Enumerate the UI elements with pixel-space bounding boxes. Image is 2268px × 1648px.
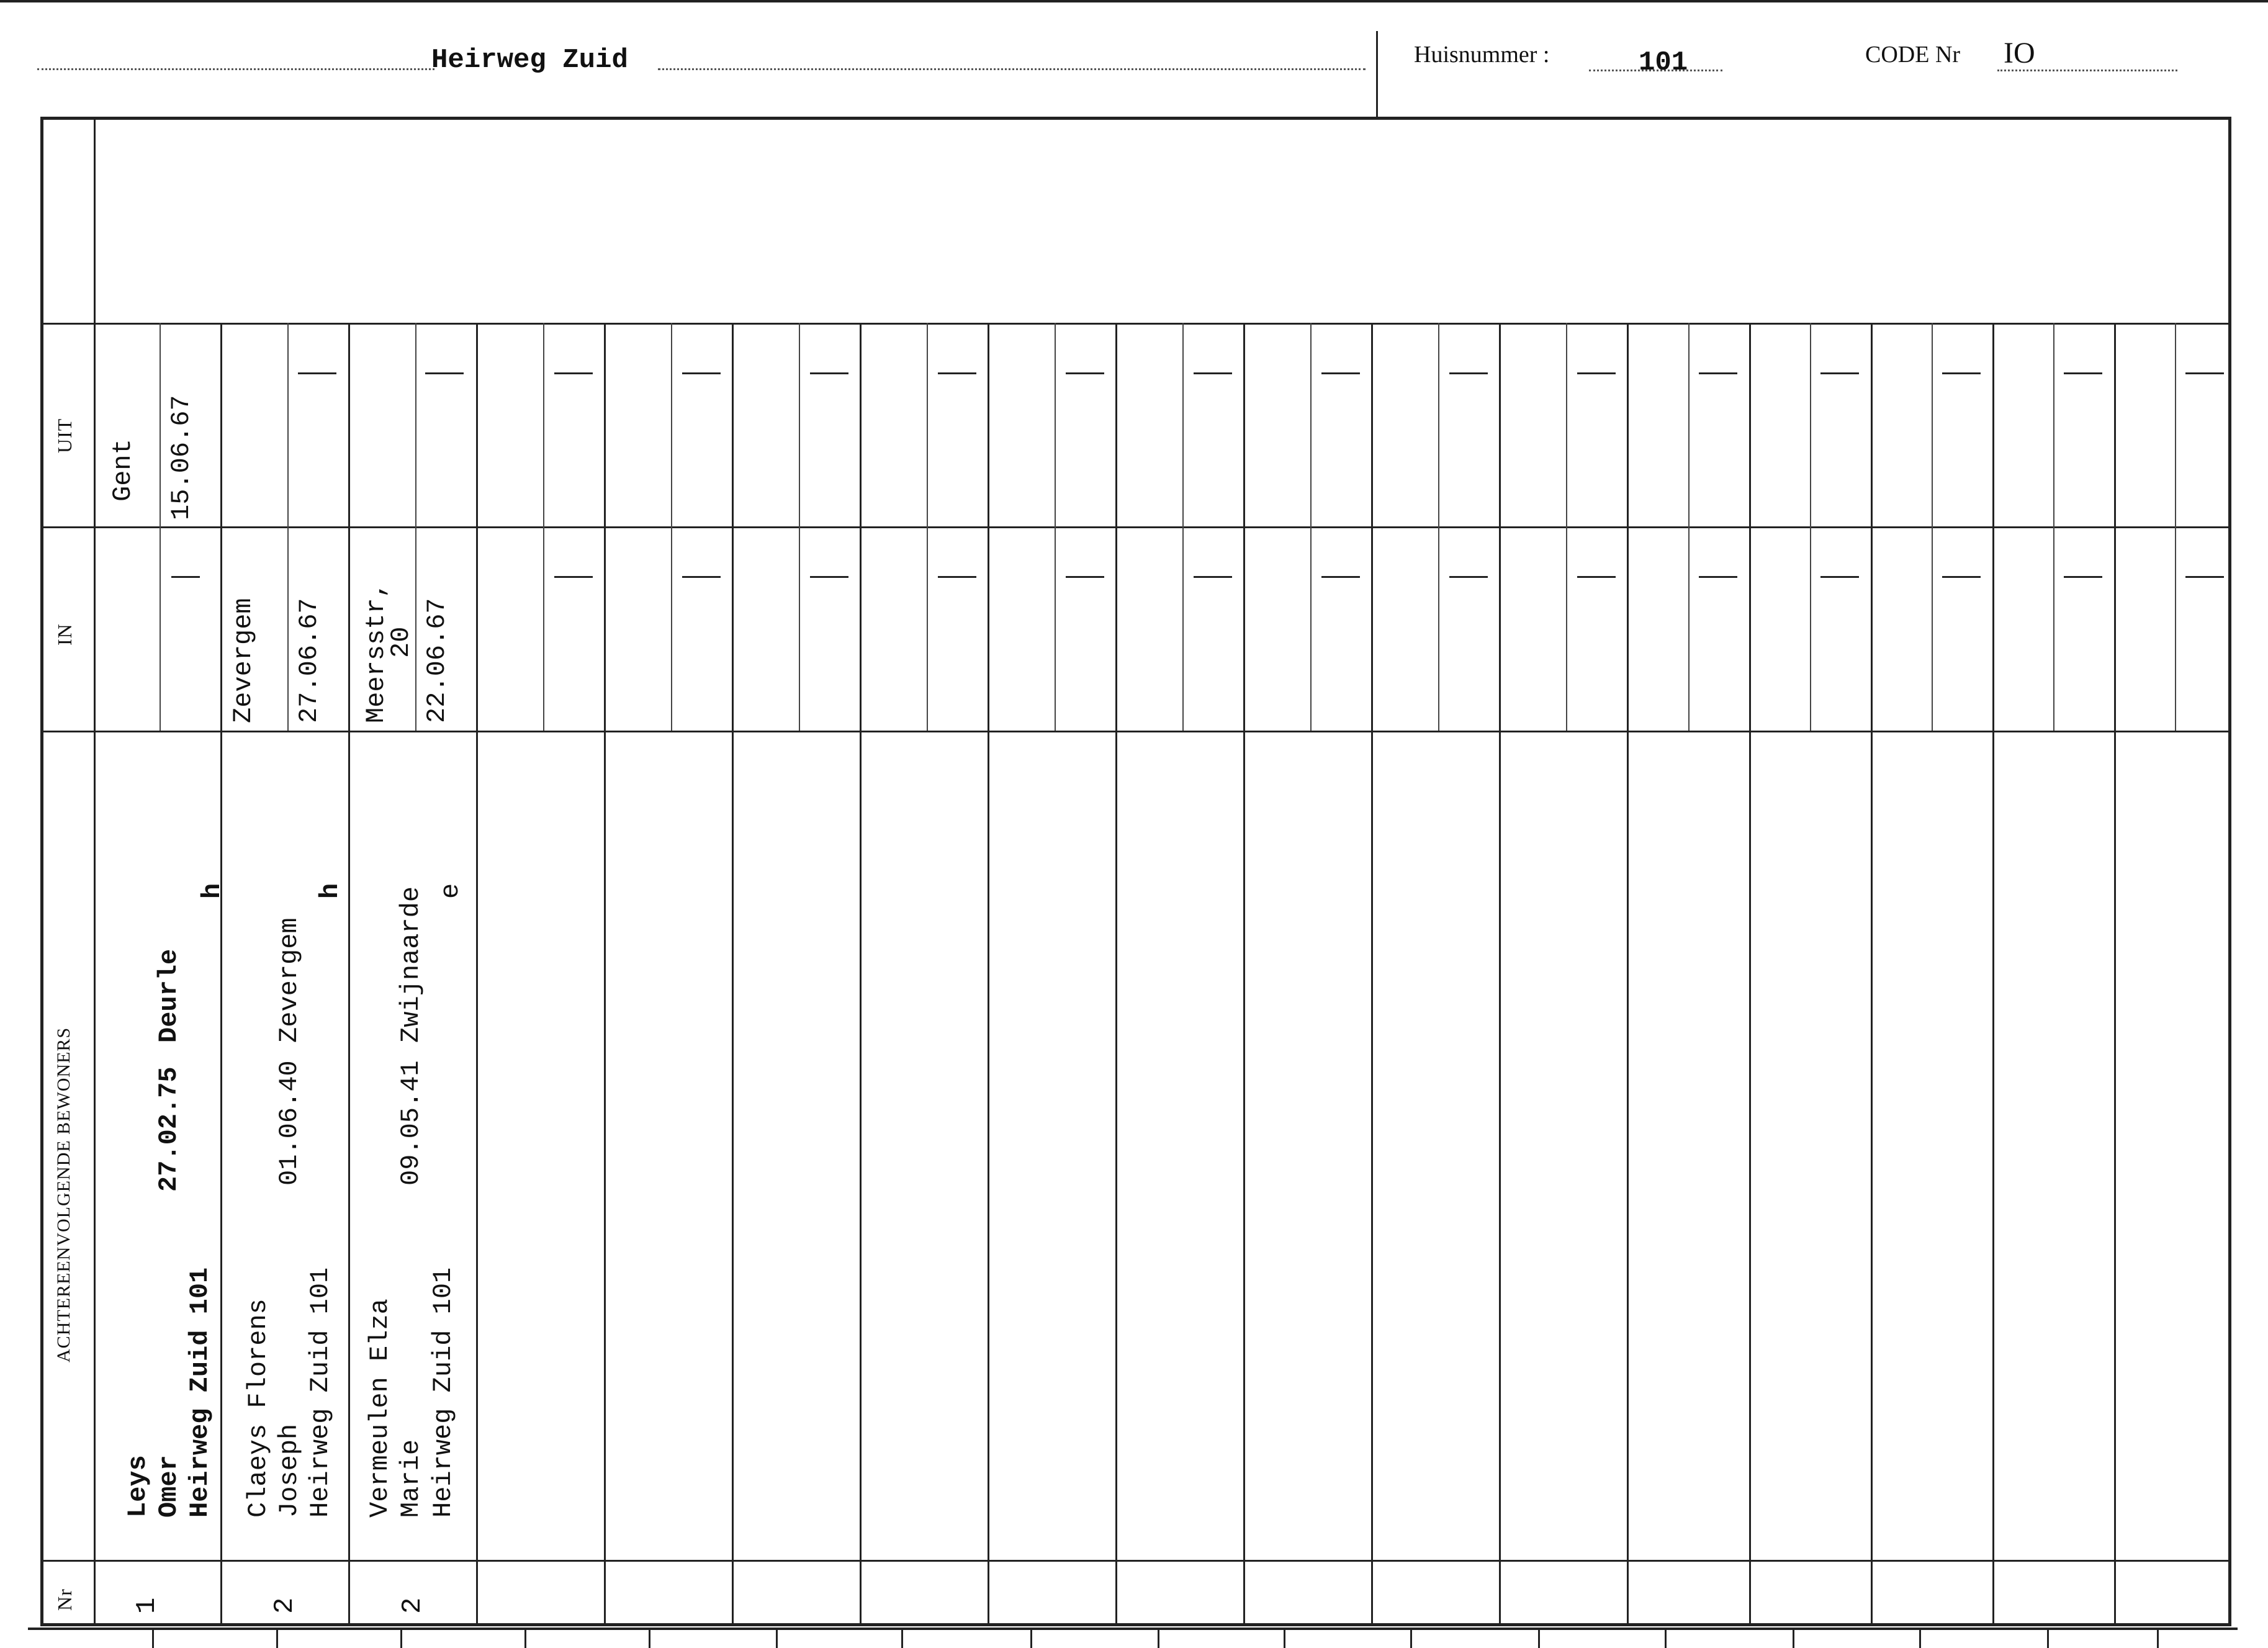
resident-firstname: Marie (396, 1439, 426, 1518)
col-sep (220, 323, 222, 1626)
half-sep (1310, 323, 1312, 731)
dash (938, 576, 976, 578)
tick (524, 1628, 526, 1648)
dash (682, 576, 721, 578)
dash (298, 372, 336, 374)
dash (938, 372, 976, 374)
dash (1194, 576, 1232, 578)
uit-place: Gent (108, 439, 138, 502)
half-sep (160, 323, 161, 731)
section-label-nr: Nr (53, 1588, 76, 1611)
street-dotted-line-left (37, 68, 434, 70)
resident-birth-place: Zwijnaarde (396, 886, 426, 1043)
half-sep (1182, 323, 1184, 731)
dash (1699, 372, 1737, 374)
tick (1919, 1628, 1921, 1648)
resident-gender: e (436, 883, 466, 899)
half-sep (415, 323, 416, 731)
tick (1030, 1628, 1032, 1648)
dash (1577, 372, 1616, 374)
dash (1194, 372, 1232, 374)
section-label-residents: ACHTEREENVOLGENDE BEWONERS (53, 1027, 74, 1362)
row-number: 2 (397, 1597, 428, 1614)
half-sep (543, 323, 544, 731)
residents-top-line (40, 731, 2231, 732)
uit-top-line (40, 323, 2231, 325)
half-sep (1438, 323, 1439, 731)
resident-firstname: Joseph (274, 1423, 304, 1518)
half-sep (1932, 323, 1933, 731)
resident-surname: Vermeulen Elza (365, 1299, 395, 1518)
section-label-in: IN (53, 623, 76, 646)
bottom-rule (28, 1628, 2238, 1630)
resident-address: Heirweg Zuid 101 (185, 1267, 215, 1518)
tick (400, 1628, 402, 1648)
tick (1410, 1628, 1412, 1648)
resident-birth-date: 27.02.75 (154, 1066, 184, 1192)
label-column-separator (94, 117, 96, 1626)
col-sep (1115, 323, 1117, 1626)
col-sep (860, 323, 862, 1626)
tick (152, 1628, 154, 1648)
tick (649, 1628, 650, 1648)
col-sep (1749, 323, 1751, 1626)
dash (1066, 576, 1104, 578)
section-label-uit: UIT (53, 418, 76, 453)
tick (2047, 1628, 2049, 1648)
col-sep (1371, 323, 1373, 1626)
code-number-value: IO (2004, 37, 2035, 70)
row-number: 1 (132, 1597, 163, 1614)
half-sep (1055, 323, 1056, 731)
in-place: Zevergem (228, 598, 258, 723)
dash (1577, 576, 1616, 578)
code-number-label: CODE Nr (1865, 42, 1961, 68)
dash (1321, 372, 1360, 374)
tick (276, 1628, 278, 1648)
dash (171, 576, 200, 578)
half-sep (2053, 323, 2054, 731)
half-sep (671, 323, 672, 731)
dash (1449, 372, 1488, 374)
dash (425, 372, 464, 374)
dash (1942, 576, 1981, 578)
resident-gender: h (315, 883, 345, 899)
street-dotted-line-right (658, 68, 1366, 70)
col-sep (2114, 323, 2116, 1626)
col-sep (732, 323, 734, 1626)
code-number-dotted-line (1997, 70, 2177, 71)
dash (1321, 576, 1360, 578)
resident-surname: Leys (123, 1455, 153, 1518)
dash (682, 372, 721, 374)
dash (1699, 576, 1737, 578)
header-separator (1376, 31, 1378, 118)
col-sep (1499, 323, 1501, 1626)
uit-date: 15.06.67 (166, 395, 196, 520)
row-number: 2 (269, 1597, 300, 1614)
col-sep (1992, 323, 1994, 1626)
half-sep (1566, 323, 1567, 731)
dash (810, 372, 848, 374)
resident-birth-date: 09.05.41 (396, 1060, 426, 1186)
half-sep (799, 323, 800, 731)
col-sep (476, 323, 478, 1626)
dash (2064, 372, 2102, 374)
col-sep (1627, 323, 1629, 1626)
tick (1158, 1628, 1159, 1648)
dash (1942, 372, 1981, 374)
dash (810, 576, 848, 578)
tick (2157, 1628, 2159, 1648)
tick (901, 1628, 903, 1648)
street-name: Heirweg Zuid (431, 45, 628, 76)
in-top-line (40, 526, 2231, 528)
dash (1820, 372, 1859, 374)
dash (2064, 576, 2102, 578)
in-date: 27.06.67 (294, 598, 324, 723)
house-number-label: Huisnummer : (1414, 42, 1550, 68)
resident-address: Heirweg Zuid 101 (305, 1267, 335, 1518)
resident-address: Heirweg Zuid 101 (428, 1267, 458, 1518)
tick (776, 1628, 778, 1648)
tick (1538, 1628, 1540, 1648)
resident-gender: h (197, 883, 227, 899)
half-sep (1688, 323, 1690, 731)
dash (1820, 576, 1859, 578)
half-sep (287, 323, 289, 731)
resident-firstname: Omer (154, 1455, 184, 1518)
nr-top-line (40, 1560, 2231, 1562)
dash (554, 372, 593, 374)
half-sep (2175, 323, 2176, 731)
tick (1793, 1628, 1794, 1648)
col-sep (1871, 323, 1873, 1626)
resident-birth-date: 01.06.40 (274, 1060, 304, 1186)
col-sep (988, 323, 989, 1626)
in-date: 22.06.67 (422, 598, 452, 723)
dash (1449, 576, 1488, 578)
col-sep (1243, 323, 1245, 1626)
dash (2185, 576, 2224, 578)
col-sep (604, 323, 606, 1626)
house-number-value: 101 (1639, 47, 1688, 78)
resident-birth-place: Deurle (154, 948, 184, 1043)
tick (1665, 1628, 1667, 1648)
in-place-line-2: 20 (386, 626, 416, 658)
half-sep (927, 323, 928, 731)
top-rule (0, 0, 2268, 2)
dash (1066, 372, 1104, 374)
col-sep (348, 323, 350, 1626)
dash (554, 576, 593, 578)
in-place-line-1: Meersstr, (361, 582, 391, 723)
dash (2185, 372, 2224, 374)
half-sep (1810, 323, 1811, 731)
resident-surname: Claeys Florens (243, 1299, 273, 1518)
resident-birth-place: Zevergem (274, 917, 304, 1043)
tick (1284, 1628, 1285, 1648)
